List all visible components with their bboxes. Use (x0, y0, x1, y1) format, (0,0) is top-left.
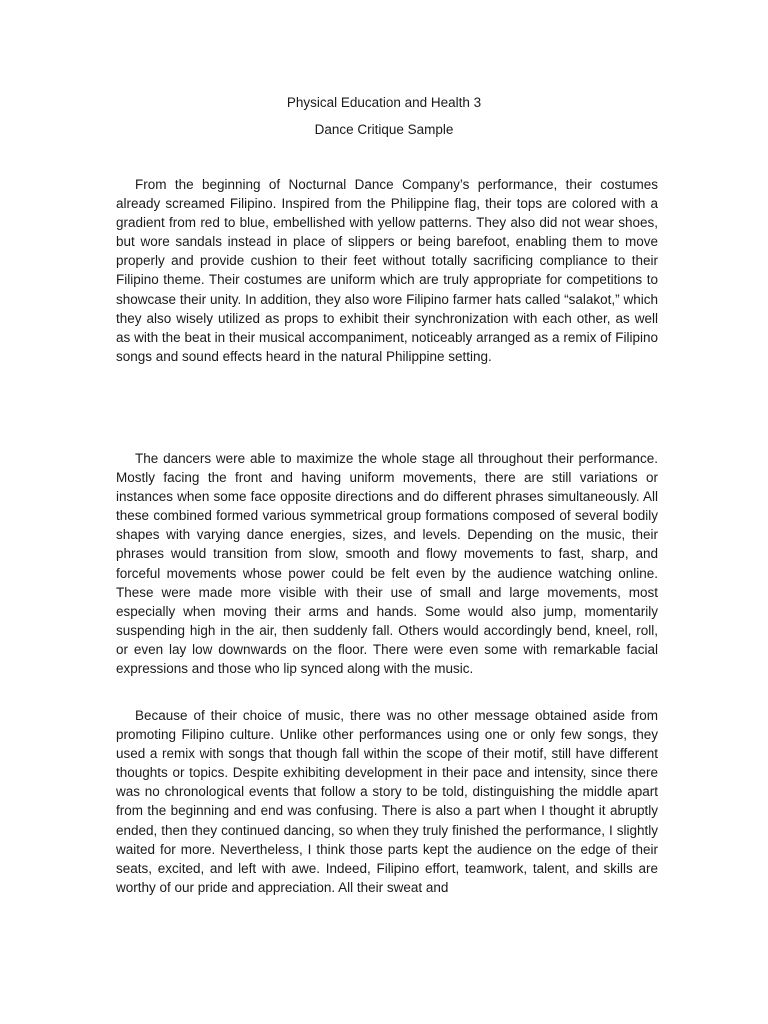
document-subtitle: Dance Critique Sample (314, 122, 454, 137)
document-title: Physical Education and Health 3 (286, 95, 482, 110)
paragraph-movements: The dancers were able to maximize the whole stage all throughout their performance. Mostly facing the front and having uniform movements, there are still variations or instances when some face opposite directions and do different phrases simultaneously. All these combined formed various symmetrical group formations composed of several bodily shapes with varying dance energies, sizes, and levels. Depending on the music, their phrases would transition from slow, smooth and flowy movements to fast, sharp, and forceful movements whose power could be felt even by the audience watching online. These were made more visible with their use of small and large movements, most especially when moving their arms and hands. Some would also jump, momentarily suspending high in the air, then suddenly fall. Others would accordingly bend, kneel, roll, or even lay low downwards on the floor. There were even some with remarkable facial expressions and those who lip synced along with the music. (116, 451, 658, 677)
paragraph-costumes: From the beginning of Nocturnal Dance Company’s performance, their costumes already screamed Filipino. Inspired from the Philippine flag, their tops are colored with a gradient from red to blue, embellished with yellow patterns. They also did not wear shoes, but wore sandals instead in place of slippers or being barefoot, enabling them to move properly and provide cushion to their feet without totally sacrificing compliance to their Filipino theme. Their costumes are uniform which are truly appropriate for competitions to showcase their unity. In addition, they also wore Filipino farmer hats called “salakot,” which they also wisely utilized as props to exhibit their synchronization with each other, as well as with the beat in their musical accompaniment, noticeably arranged as a remix of Filipino songs and sound effects heard in the natural Philippine setting. (116, 177, 658, 364)
paragraph-message: Because of their choice of music, there was no other message obtained aside from promoting Filipino culture. Unlike other performances using one or only few songs, they used a remix with songs that though fall within the scope of their motif, still have different thoughts or topics. Despite exhibiting development in their pace and intensity, since there was no chronological events that follow a story to be told, distinguishing the middle apart from the beginning and end was confusing. There is also a part when I thought it abruptly ended, then they continued dancing, so when they truly finished the performance, I slightly waited for more. Nevertheless, I think those parts kept the audience on the edge of their seats, excited, and left with awe. Indeed, Filipino effort, teamwork, talent, and skills are worthy of our pride and appreciation. All their sweat and (116, 708, 658, 895)
